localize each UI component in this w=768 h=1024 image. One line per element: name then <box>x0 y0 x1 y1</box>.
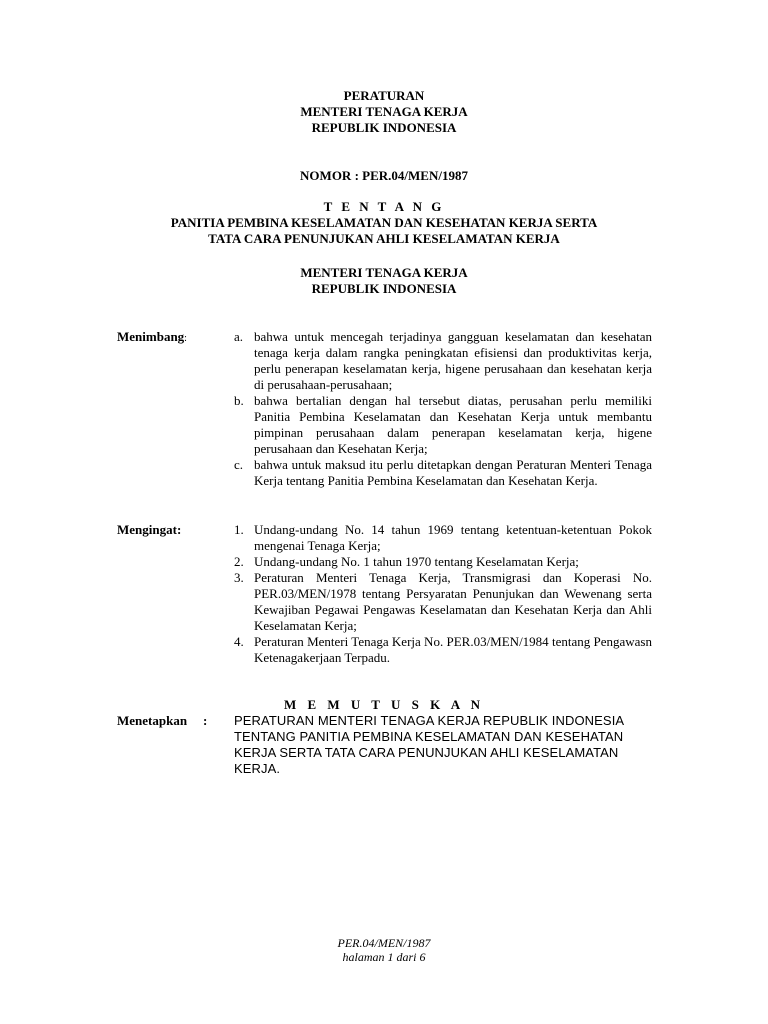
item-marker: 4. <box>234 634 244 649</box>
list-item <box>234 522 652 554</box>
mengingat-list <box>234 522 652 666</box>
item-text: bahwa untuk maksud itu perlu ditetapkan dengan Peraturan Menteri Tenaga Kerja tentang Panitia Pembina Keselamatan dan Kesehatan Kerja. <box>254 457 652 488</box>
footer-page-number: halaman 1 dari 6 <box>342 950 426 964</box>
menetapkan-label: Menetapkan <box>117 713 188 728</box>
page-footer <box>0 936 768 964</box>
item-marker: 1. <box>234 522 244 537</box>
header-line-1: PERATURAN <box>343 88 425 103</box>
issuer-line-1: MENTERI TENAGA KERJA <box>300 265 468 280</box>
header-line-2: MENTERI TENAGA KERJA <box>300 104 468 119</box>
tentang-heading: T E N T A N G <box>323 199 445 214</box>
list-item <box>234 457 652 489</box>
regulation-subject <box>0 199 768 247</box>
mengingat-label: Mengingat: <box>117 522 182 537</box>
menimbang-colon: : <box>184 333 187 344</box>
menimbang-list <box>234 329 652 489</box>
issuer-line-2: REPUBLIK INDONESIA <box>311 281 457 296</box>
subject-line-1: PANITIA PEMBINA KESELAMATAN DAN KESEHATAN KERJA SERTA <box>170 215 598 230</box>
regulation-header <box>0 88 768 136</box>
menimbang-label: Menimbang: <box>117 329 187 344</box>
issuer-block <box>0 265 768 297</box>
header-line-3: REPUBLIK INDONESIA <box>311 120 457 135</box>
item-text: Undang-undang No. 14 tahun 1969 tentang ketentuan-ketentuan Pokok mengenai Tenaga Kerja; <box>254 522 652 553</box>
menetapkan-colon: : <box>203 713 208 728</box>
footer-doc-number: PER.04/MEN/1987 <box>337 936 431 950</box>
item-marker: 3. <box>234 570 244 585</box>
list-item <box>234 570 652 634</box>
item-text: bahwa bertalian dengan hal tersebut diatas, perusahan perlu memiliki Panitia Pembina Keselamatan dan Kesehatan Kerja untuk membantu pimpinan perusahaan dalam penerapan keselamatan kerja, higene perusahaan dan Kesehatan Kerja; <box>254 393 652 456</box>
list-item <box>234 554 652 570</box>
item-text: Undang-undang No. 1 tahun 1970 tentang Keselamatan Kerja; <box>254 554 579 569</box>
menetapkan-text: PERATURAN MENTERI TENAGA KERJA REPUBLIK INDONESIA TENTANG PANITIA PEMBINA KESELAMATAN DAN KESEHATAN KERJA SERTA TATA CARA PENUNJUKAN AHLI KESELAMATAN KERJA. <box>234 713 624 776</box>
decision-heading: M E M U T U S K A N <box>283 697 485 712</box>
item-marker: b. <box>234 393 244 408</box>
item-marker: c. <box>234 457 244 472</box>
list-item <box>234 329 652 393</box>
item-text: bahwa untuk mencegah terjadinya gangguan keselamatan dan kesehatan tenaga kerja dalam rangka peningkatan efisiensi dan produktivitas kerja, perlu penerapan keselamatan kerja, higene perusahaan dan kesehatan kerja di perusahaan-perusahaan; <box>254 329 652 392</box>
item-text: Peraturan Menteri Tenaga Kerja No. PER.03/MEN/1984 tentang Pengawasn Ketenagakerjaan Terpadu. <box>254 634 652 665</box>
item-text: Peraturan Menteri Tenaga Kerja, Transmigrasi dan Koperasi No. PER.03/MEN/1978 tentang Persyaratan Penunjukan dan Wewenang serta Kewajiban Pegawai Pengawas Keselamatan dan Kesehatan Kerja dan Ahli Keselamatan Kerja; <box>254 570 652 633</box>
item-marker: 2. <box>234 554 244 569</box>
regulation-number: NOMOR : PER.04/MEN/1987 <box>300 168 468 183</box>
list-item <box>234 393 652 457</box>
list-item <box>234 634 652 666</box>
item-marker: a. <box>234 329 244 344</box>
subject-line-2: TATA CARA PENUNJUKAN AHLI KESELAMATAN KERJA <box>208 231 560 246</box>
